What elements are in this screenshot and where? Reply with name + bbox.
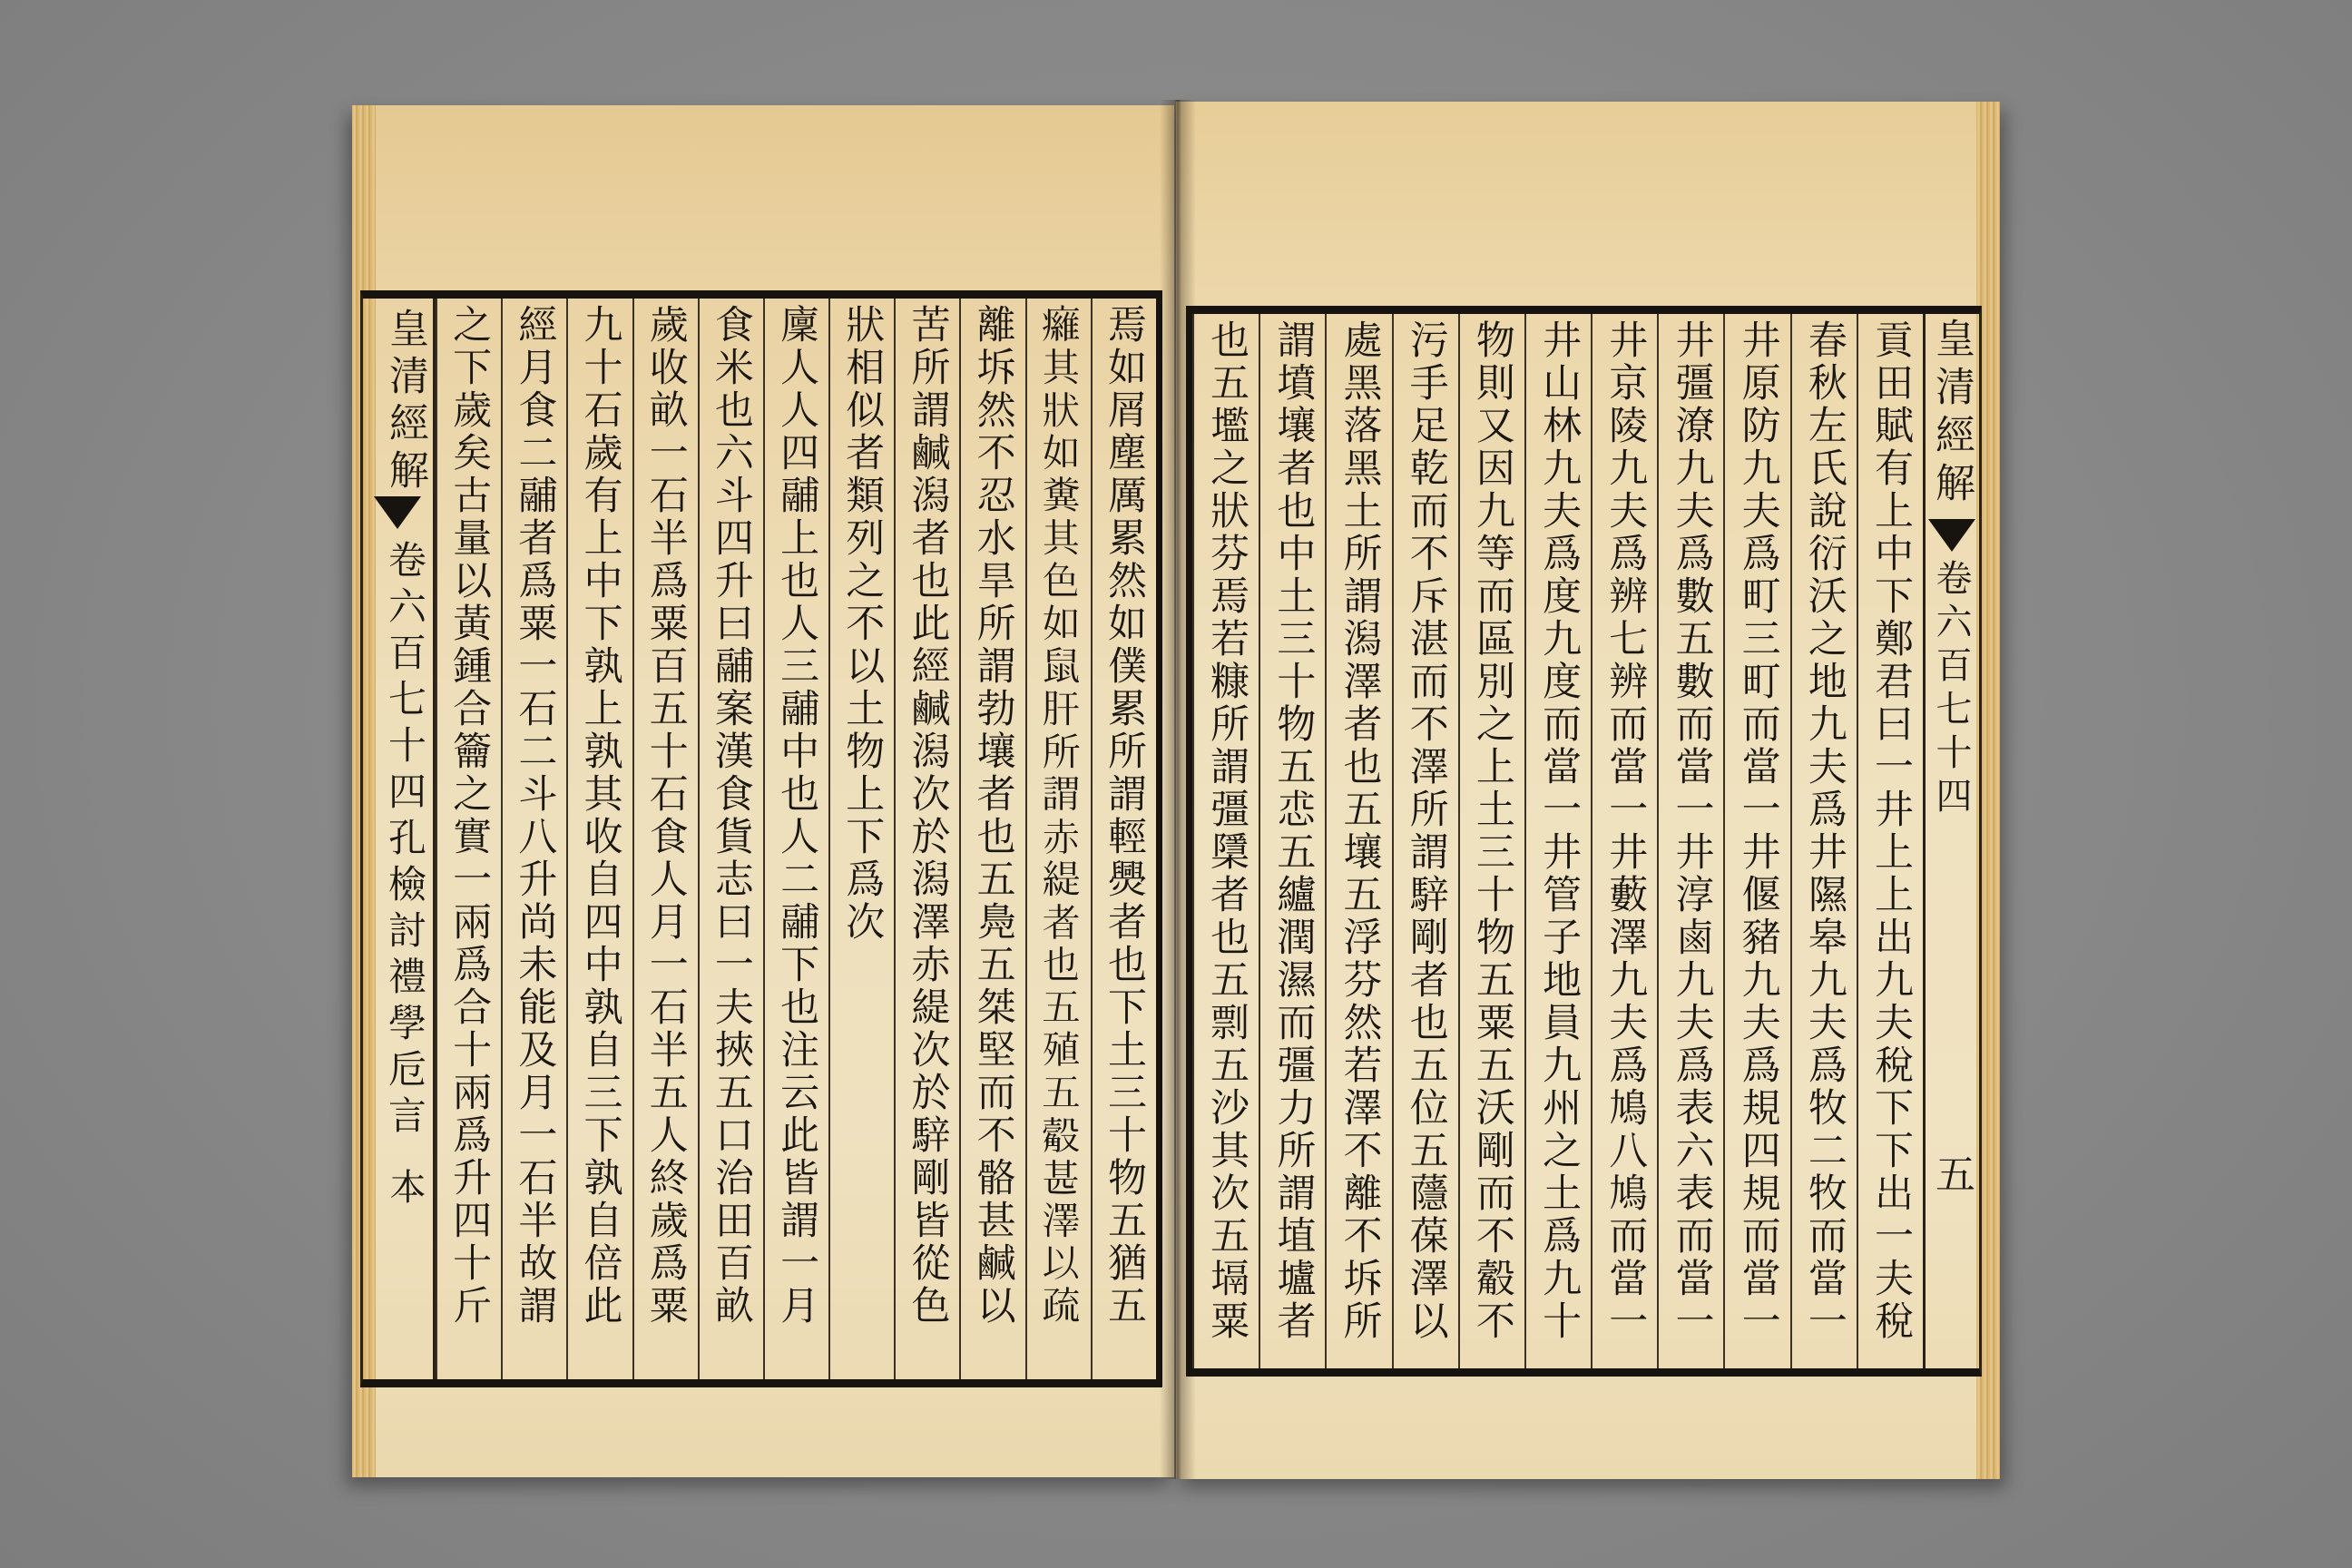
- text-column: 歲收畝一石半爲粟百五十石食人月一石半五人終歲爲粟: [632, 299, 698, 1379]
- text-column: 物則又因九等而區別之上土三十物五粟五沃剛而不觳不: [1458, 314, 1524, 1368]
- text-column: 井山林九夫爲度九度而當一井管子地員九州之土爲九十: [1524, 314, 1591, 1368]
- book-title: 皇清經解: [382, 308, 428, 496]
- volume-label: 卷六百七十四: [383, 540, 427, 818]
- text-column: 九十石歲有上中下孰上孰其收自四中孰自三下孰自倍此: [566, 299, 632, 1379]
- text-column: 井京陵九夫爲辨七辨而當一井藪澤九夫爲鳩八鳩而當一: [1591, 314, 1657, 1368]
- text-column: 井彊潦九夫爲數五數而當一井淳鹵九夫爲表六表而當一: [1657, 314, 1723, 1368]
- right-page-center-margin: [1923, 314, 1979, 1368]
- text-column: 井原防九夫爲町三町而當一井偃豬九夫爲規四規而當一: [1723, 314, 1789, 1368]
- text-column: 貢田賦有上中下鄭君曰一井上上出九夫稅下下出一夫稅: [1857, 314, 1923, 1368]
- book-title: 皇清經解: [1928, 318, 1975, 510]
- left-page-center-margin: [363, 299, 436, 1379]
- text-column: 謂墳壤者也中土三十物五怷五纑潤濕而彊力所謂埴壚者: [1259, 314, 1325, 1368]
- text-column: 狀相似者類列之不以土物上下爲次: [828, 299, 894, 1379]
- work-title: 孔檢討禮學卮言: [383, 818, 427, 1142]
- left-page-frame: [360, 290, 1162, 1387]
- text-column: 處黑落黑土所謂潟澤者也五壤五浮芬然若澤不離不坼所: [1325, 314, 1391, 1368]
- text-column: 也五壏之狀芬焉若糠所謂彊檃者也五剽五沙其次五塥粟: [1192, 314, 1259, 1368]
- right-page-text: [1192, 314, 1923, 1368]
- text-column: 焉如屑塵厲累然如僕累所謂輕爂者也下土三十物五猶五: [1091, 299, 1156, 1379]
- left-page-text: [436, 299, 1156, 1379]
- text-column: 污手足乾而不斥湛而不澤所謂騂剛者也五位五蘟葆澤以: [1392, 314, 1458, 1368]
- page-number: 五: [1928, 1153, 1975, 1193]
- text-column: 離坼然不忍水旱所謂勃壤者也五鳧五桀堅而不骼甚鹹以: [959, 299, 1024, 1379]
- volume-label: 卷六百七十四: [1930, 559, 1972, 820]
- text-column: 食米也六斗四升曰鬴案漢食貨志曰一夫挾五口治田百畝: [698, 299, 763, 1379]
- right-page-frame: [1186, 306, 1982, 1377]
- text-column: 經月食二鬴者爲粟一石二斗八升尚未能及月一石半故謂: [501, 299, 566, 1379]
- fish-tail-mark: [374, 496, 421, 529]
- text-column: 之下歲矣古量以黃鍾合籥之實一兩爲合十兩爲升四十斤: [436, 299, 501, 1379]
- text-column: 春秋左氏說衍沃之地九夫爲井隰皋九夫爲牧二牧而當一: [1790, 314, 1857, 1368]
- text-column: 苦所謂鹹潟者也此經鹹潟次於潟澤赤緹次於騂剛皆從色: [894, 299, 959, 1379]
- text-column: 𤻕其狀如糞其色如鼠肝所謂赤緹者也五殖五觳甚澤以疏: [1025, 299, 1091, 1379]
- fish-tail-mark: [1928, 519, 1975, 552]
- text-column: 廩人人四鬴上也人三鬴中也人二鬴下也注云此皆謂一月: [763, 299, 828, 1379]
- margin-note: 本: [384, 1168, 426, 1204]
